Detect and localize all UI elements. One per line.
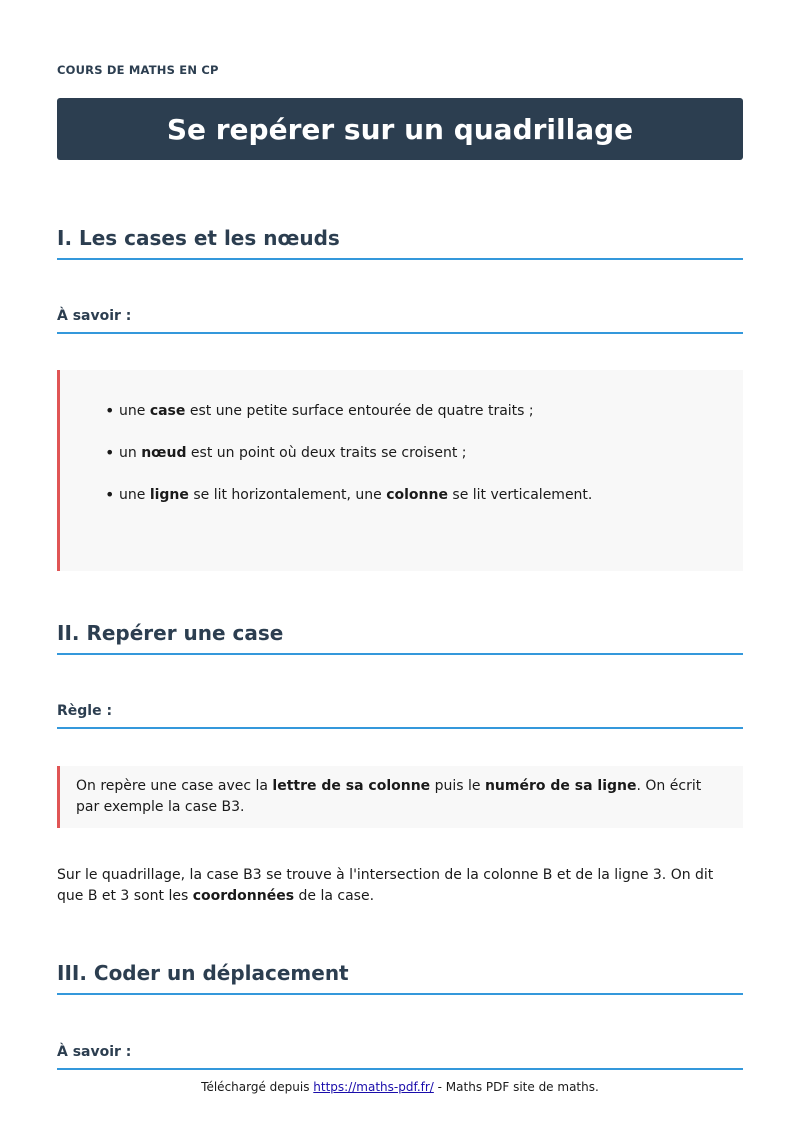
section-3-subheading: À savoir : bbox=[57, 1044, 743, 1070]
list-item: • une case est une petite surface entourée de quatre traits ; bbox=[105, 402, 743, 420]
explanation-paragraph: Sur le quadrillage, la case B3 se trouve à l'intersection de la colonne B et de la ligne 3. On dit que B et 3 sont les coordonnées de la case. bbox=[57, 867, 714, 904]
section-3-heading: III. Coder un déplacement bbox=[57, 961, 743, 995]
section-1-subheading: À savoir : bbox=[57, 308, 743, 334]
title-banner bbox=[57, 98, 743, 160]
section-2-subheading: Règle : bbox=[57, 703, 743, 729]
page-title: Se repérer sur un quadrillage bbox=[166, 112, 634, 146]
rule-box: On repère une case avec la lettre de sa colonne puis le numéro de sa ligne. On écrit par exemple la case B3. bbox=[57, 766, 743, 828]
section-2-heading: II. Repérer une case bbox=[57, 621, 743, 655]
definition-list bbox=[105, 402, 743, 504]
source-link[interactable]: https://maths-pdf.fr/ bbox=[313, 1080, 434, 1094]
section-1-heading: I. Les cases et les nœuds bbox=[57, 226, 743, 260]
course-label: COURS DE MATHS EN CP bbox=[57, 63, 219, 77]
list-item: • un nœud est un point où deux traits se croisent ; bbox=[105, 444, 743, 462]
definition-box bbox=[57, 370, 743, 571]
page-footer: Téléchargé depuis https://maths-pdf.fr/ - Maths PDF site de maths. bbox=[201, 1080, 599, 1094]
list-item: • une ligne se lit horizontalement, une colonne se lit verticalement. bbox=[105, 486, 743, 504]
